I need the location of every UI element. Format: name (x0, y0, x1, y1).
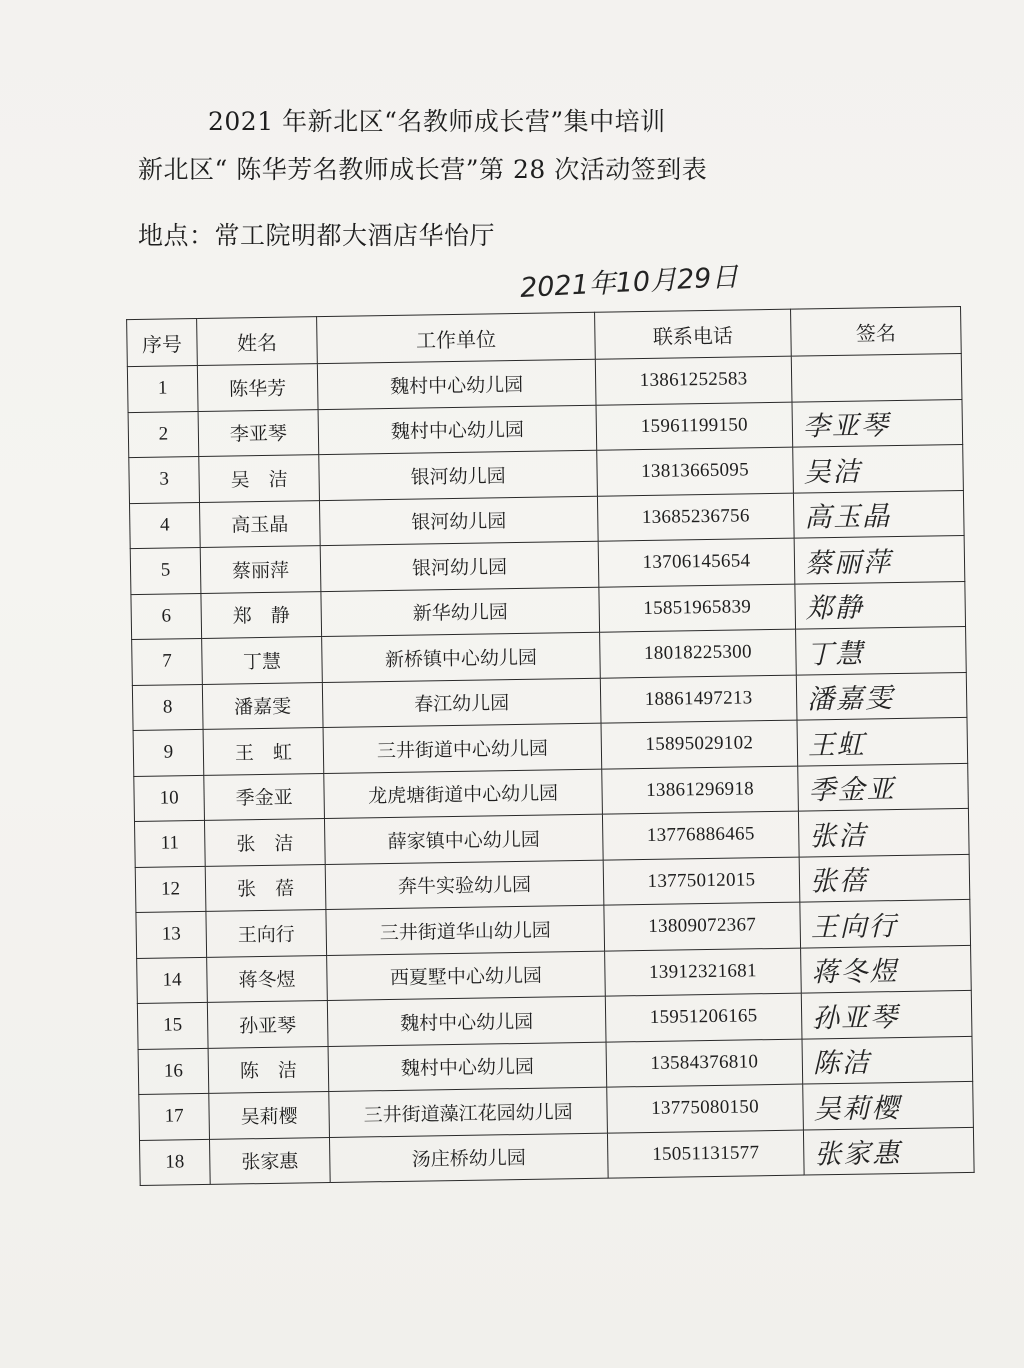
cell-phone: 13685236756 (597, 493, 794, 542)
attendance-table-wrapper (126, 306, 974, 1186)
cell-index: 12 (135, 866, 206, 913)
title-line-2: 新北区“ 陈华芳名教师成长营”第 28 次活动签到表 (138, 155, 708, 184)
column-header-unit: 工作单位 (317, 312, 596, 363)
cell-unit: 新桥镇中心幼儿园 (322, 632, 601, 682)
cell-phone: 13706145654 (598, 538, 795, 587)
cell-unit: 西夏墅中心幼儿园 (327, 951, 606, 1001)
cell-unit: 三井街道华山幼儿园 (326, 905, 605, 955)
table-body (127, 353, 974, 1185)
cell-name: 王向行 (206, 910, 327, 957)
cell-name: 李亚琴 (198, 409, 319, 456)
cell-signature: 张蓓 (799, 854, 970, 902)
column-header-phone: 联系电话 (595, 309, 792, 359)
cell-signature: 孙亚琴 (801, 990, 972, 1038)
cell-signature: 潘嘉雯 (796, 672, 967, 720)
cell-name: 张家惠 (209, 1137, 330, 1184)
cell-signature: 季金亚 (798, 763, 969, 811)
cell-name: 吴 洁 (199, 455, 320, 502)
cell-name: 孙亚琴 (207, 1001, 328, 1048)
cell-name: 蔡丽萍 (200, 546, 321, 593)
cell-name: 潘嘉雯 (202, 682, 323, 729)
cell-name: 吴莉樱 (209, 1092, 330, 1139)
cell-signature: 郑静 (795, 581, 966, 629)
cell-phone: 15961199150 (596, 402, 793, 451)
cell-unit: 魏村中心幼儿园 (327, 996, 606, 1046)
cell-signature: 蔡丽萍 (794, 535, 965, 583)
cell-signature: 吴莉樱 (803, 1081, 974, 1129)
cell-name: 季金亚 (204, 773, 325, 820)
cell-phone: 13775012015 (603, 857, 800, 906)
title-line-1: 2021 年新北区“名教师成长营”集中培训 (208, 107, 666, 136)
cell-unit: 魏村中心幼儿园 (328, 1042, 607, 1092)
cell-phone: 13861252583 (595, 356, 792, 405)
cell-unit: 银河幼儿园 (320, 541, 599, 591)
column-header-name: 姓名 (197, 317, 318, 366)
cell-index: 8 (132, 684, 203, 731)
column-header-index: 序号 (127, 318, 198, 366)
cell-name: 王 虹 (203, 728, 324, 775)
cell-signature: 张家惠 (803, 1127, 974, 1175)
cell-index: 15 (137, 1002, 208, 1049)
cell-name: 郑 静 (201, 591, 322, 638)
cell-name: 张 洁 (204, 819, 325, 866)
cell-signature: 吴洁 (793, 444, 964, 492)
location-line: 地点：常工院明都大酒店华怡厅 (138, 221, 496, 250)
cell-index: 17 (139, 1093, 210, 1140)
cell-signature: 蒋冬煜 (801, 945, 972, 993)
cell-name: 高玉晶 (199, 500, 320, 547)
cell-unit: 新华幼儿园 (321, 587, 600, 637)
cell-index: 13 (136, 911, 207, 958)
cell-unit: 银河幼儿园 (319, 496, 598, 546)
cell-signature: 丁慧 (796, 626, 967, 674)
cell-name: 陈华芳 (197, 364, 318, 411)
cell-index: 6 (131, 593, 202, 640)
handwritten-date: 2021年10月29日 (519, 261, 740, 304)
cell-signature (791, 353, 962, 401)
cell-name: 张 蓓 (205, 864, 326, 911)
cell-phone: 18018225300 (600, 629, 797, 678)
cell-unit: 三井街道藻江花园幼儿园 (329, 1087, 608, 1137)
cell-unit: 薛家镇中心幼儿园 (324, 814, 603, 864)
cell-unit: 魏村中心幼儿园 (318, 405, 597, 455)
cell-index: 18 (139, 1139, 210, 1186)
cell-index: 2 (128, 411, 199, 458)
cell-index: 4 (129, 502, 200, 549)
cell-phone: 13861296918 (602, 766, 799, 815)
cell-unit: 魏村中心幼儿园 (317, 359, 596, 409)
cell-phone: 13813665095 (597, 447, 794, 496)
cell-index: 10 (134, 775, 205, 822)
cell-phone: 13584376810 (606, 1039, 803, 1088)
attendance-table (126, 306, 975, 1186)
cell-index: 7 (132, 638, 203, 685)
column-header-signature: 签名 (791, 306, 962, 356)
cell-phone: 18861497213 (600, 675, 797, 724)
cell-phone: 13775080150 (607, 1084, 804, 1133)
cell-index: 5 (130, 547, 201, 594)
cell-index: 16 (138, 1048, 209, 1095)
cell-signature: 王向行 (800, 899, 971, 947)
cell-unit: 春江幼儿园 (322, 678, 601, 728)
cell-index: 1 (127, 365, 198, 412)
cell-signature: 李亚琴 (792, 399, 963, 447)
cell-unit: 三井街道中心幼儿园 (323, 723, 602, 773)
cell-name: 丁慧 (202, 637, 323, 684)
cell-name: 陈 洁 (208, 1046, 329, 1093)
cell-unit: 龙虎塘街道中心幼儿园 (324, 769, 603, 819)
cell-phone: 13912321681 (605, 948, 802, 997)
cell-phone: 15051131577 (607, 1130, 804, 1179)
cell-index: 3 (129, 456, 200, 503)
cell-unit: 银河幼儿园 (319, 450, 598, 500)
cell-index: 11 (134, 820, 205, 867)
cell-index: 9 (133, 729, 204, 776)
cell-name: 蒋冬煜 (207, 955, 328, 1002)
cell-phone: 13809072367 (604, 902, 801, 951)
cell-phone: 15951206165 (605, 993, 802, 1042)
cell-signature: 陈洁 (802, 1036, 973, 1084)
cell-unit: 奔牛实验幼儿园 (325, 860, 604, 910)
cell-signature: 王虹 (797, 717, 968, 765)
cell-unit: 汤庄桥幼儿园 (329, 1133, 608, 1183)
cell-signature: 张洁 (798, 808, 969, 856)
cell-phone: 15895029102 (601, 720, 798, 769)
cell-signature: 高玉晶 (793, 490, 964, 538)
cell-phone: 13776886465 (602, 811, 799, 860)
cell-phone: 15851965839 (599, 584, 796, 633)
cell-index: 14 (137, 957, 208, 1004)
